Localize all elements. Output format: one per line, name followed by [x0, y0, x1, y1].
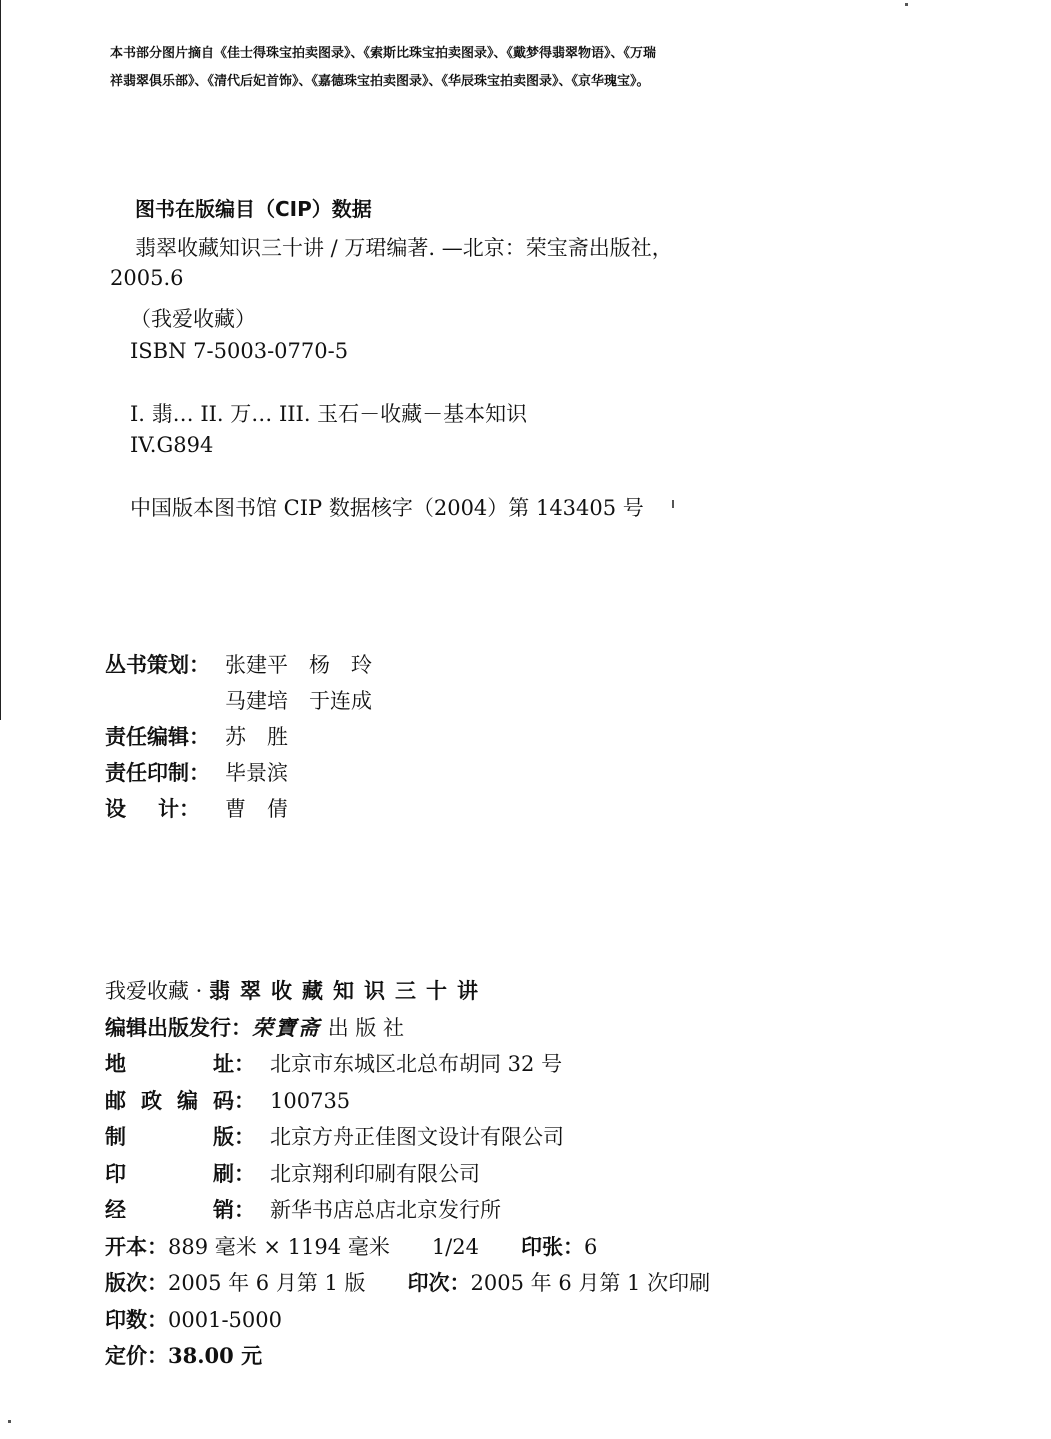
edition-value: 2005 年 6 月第 1 版: [168, 1271, 366, 1295]
cip-title-line: 翡翠收藏知识三十讲 / 万珺编著. —北京：荣宝斋出版社，: [135, 236, 673, 260]
postcode-value: 100735: [270, 1088, 351, 1113]
series-planning-names-1: 张建平 杨 玲: [225, 653, 372, 677]
impression-value: 2005 年 6 月第 1 次印刷: [470, 1271, 711, 1295]
credits-block: [105, 650, 372, 830]
source-note-line-1: 本书部分图片摘自《佳士得珠宝拍卖图录》、《索斯比珠宝拍卖图录》、《戴梦得翡翠物语》、《万瑞: [110, 46, 657, 61]
publisher-label: 编辑出版发行：: [105, 1015, 252, 1040]
impression-label: 印次：: [407, 1271, 471, 1295]
plate-label: 制 版：: [105, 1125, 255, 1149]
cip-isbn-line: ISBN 7-5003-0770-5: [130, 339, 349, 363]
credit-row-series-planning-2: [105, 686, 372, 722]
printer-value: 北京翔利印刷有限公司: [270, 1161, 480, 1186]
format-label: 开本：: [105, 1234, 168, 1259]
address-label: 地 址：: [105, 1052, 255, 1076]
edition-label: 版次：: [105, 1271, 168, 1295]
publisher-logo: 荣寶斋: [252, 1014, 321, 1040]
series-prefix: 我爱收藏 ·: [105, 979, 210, 1003]
book-title: 翡翠收藏知识三十讲: [209, 979, 489, 1003]
print-run-value: 0001-5000: [168, 1307, 282, 1332]
cip-heading: 图书在版编目（CIP）数据: [135, 197, 372, 221]
cip-series-line: （我爱收藏）: [130, 307, 256, 331]
colophon-address-row: [105, 1049, 710, 1086]
scan-edge-line: [0, 0, 1, 720]
publisher-suffix: 出 版 社: [327, 1015, 405, 1040]
print-manager-name: 毕景滨: [225, 761, 288, 785]
colophon-print-run-row: [105, 1305, 710, 1342]
colophon-price-row: [105, 1341, 710, 1378]
cip-classification-line: I. 翡… II. 万… III. 玉石－收藏－基本知识: [130, 402, 528, 426]
scan-speck: [8, 1420, 11, 1423]
sheets-label: 印张：: [520, 1234, 584, 1259]
design-label: 设 计：: [105, 797, 200, 821]
plate-value: 北京方舟正佳图文设计有限公司: [270, 1125, 564, 1149]
colophon-postcode-row: [105, 1086, 710, 1123]
distributor-value: 新华书店总店北京发行所: [270, 1198, 501, 1222]
series-planning-label: 丛书策划：: [105, 653, 210, 677]
cip-class-number-line: IV.G894: [130, 433, 214, 457]
credit-row-series-planning: [105, 650, 372, 686]
price-label: 定价：: [105, 1344, 168, 1368]
colophon-format-row: [105, 1232, 710, 1269]
colophon-distributor-row: [105, 1195, 710, 1232]
print-manager-label: 责任印制：: [105, 761, 210, 785]
editor-label: 责任编辑：: [105, 725, 210, 749]
cip-record-number-line: 中国版本图书馆 CIP 数据核字（2004）第 143405 号: [130, 496, 644, 520]
postcode-label: 邮 政 编 码：: [105, 1088, 255, 1113]
scan-speck: [672, 500, 674, 508]
price-value: 38.00 元: [168, 1343, 263, 1368]
address-value: 北京市东城区北总布胡同 32 号: [270, 1052, 563, 1076]
cip-date-line: 2005.6: [110, 266, 184, 290]
credit-row-design: [105, 794, 372, 830]
editor-name: 苏 胜: [225, 725, 288, 749]
designer-name: 曹 倩: [225, 797, 288, 821]
colophon-edition-row: [105, 1268, 710, 1305]
colophon-title-row: [105, 976, 710, 1013]
credit-row-print-manager: [105, 758, 372, 794]
format-value: 889 毫米 × 1194 毫米 1/24: [168, 1234, 479, 1259]
colophon-block: [105, 976, 710, 1378]
credit-row-editor: [105, 722, 372, 758]
colophon-plate-row: [105, 1122, 710, 1159]
series-planning-names-2: 马建培 于连成: [225, 689, 372, 713]
distributor-label: 经 销：: [105, 1198, 255, 1222]
printer-label: 印 刷：: [105, 1161, 255, 1186]
print-run-label: 印数：: [105, 1307, 168, 1332]
source-note-line-2: 祥翡翠俱乐部》、《清代后妃首饰》、《嘉德珠宝拍卖图录》、《华辰珠宝拍卖图录》、《京华瑰宝》。: [110, 74, 650, 89]
colophon-printer-row: [105, 1159, 710, 1196]
sheets-value: 6: [583, 1234, 598, 1259]
scan-speck: [905, 3, 908, 6]
colophon-publisher-row: [105, 1013, 710, 1050]
